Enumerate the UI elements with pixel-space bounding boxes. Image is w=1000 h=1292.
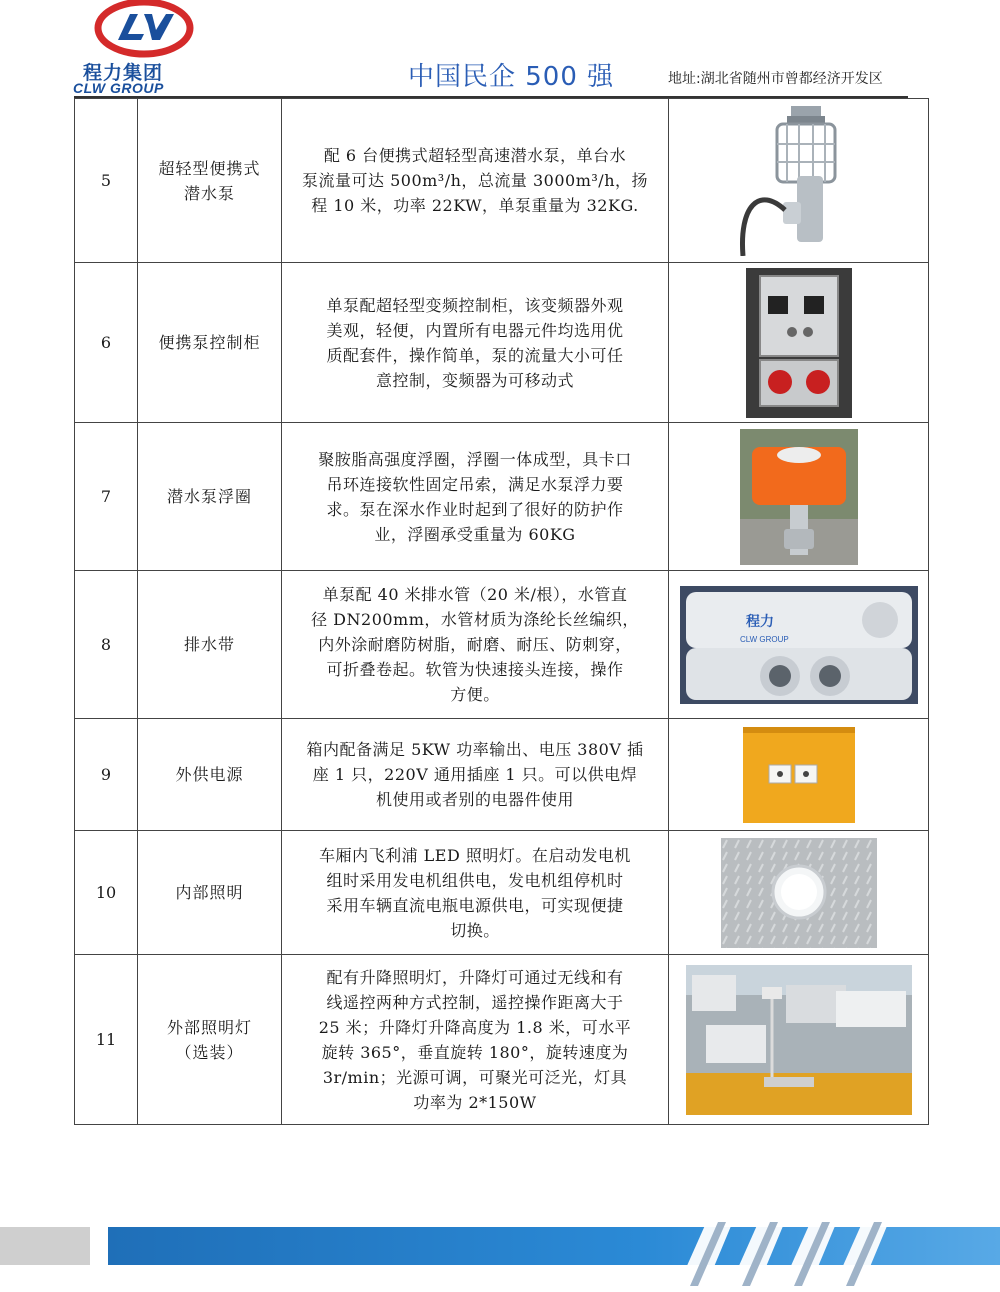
drainage-hose-image (680, 586, 918, 704)
hose-brand-sublabel: CLW GROUP (739, 634, 789, 644)
row-number: 9 (75, 719, 138, 831)
pump-float-image (740, 429, 858, 565)
item-name: 便携泵控制柜 (138, 263, 282, 423)
item-photo (669, 831, 929, 955)
logo-subtext: CLW GROUP (73, 80, 164, 96)
spec-table (74, 98, 929, 1125)
row-number: 10 (75, 831, 138, 955)
footer-gray-block (0, 1227, 90, 1265)
table-row (75, 263, 929, 423)
item-photo (669, 263, 929, 423)
item-description: 配有升降照明灯，升降灯可通过无线和有 线遥控两种方式控制，遥控操作距离大于 25 米；升降灯升降高度为 1.8 米，可水平 旋转 365°，垂直旋转 180°，旋转速度为 3r/min；光源可调，可聚光可泛光，灯具 功率为 2*150W (282, 955, 669, 1125)
page-footer (0, 1200, 1000, 1292)
item-description: 配 6 台便携式超轻型高速潜水泵，单台水 泵流量可达 500m³/h，总流量 3000m³/h，扬 程 10 米，功率 22KW，单泵重量为 32KG. (282, 99, 669, 263)
item-name: 内部照明 (138, 831, 282, 955)
led-light-image (721, 838, 877, 948)
item-description: 车厢内飞利浦 LED 照明灯。在启动发电机 组时采用发电机组供电，发电机组停机时 采用车辆直流电瓶电源供电，可实现便捷 切换。 (282, 831, 669, 955)
item-name: 排水带 (138, 571, 282, 719)
item-name: 外部照明灯 （选装） (138, 955, 282, 1125)
logo-text: 程力集团 (83, 62, 164, 84)
row-number: 11 (75, 955, 138, 1125)
address: 地址:湖北省随州市曾都经济开发区 (668, 71, 883, 87)
table-row (75, 423, 929, 571)
item-description: 单泵配超轻型变频控制柜，该变频器外观 美观，轻便，内置所有电器元件均选用优 质配套件，操作简单，泵的流量大小可任 意控制，变频器为可移动式 (282, 263, 669, 423)
item-photo (669, 99, 929, 263)
item-name: 潜水泵浮圈 (138, 423, 282, 571)
item-photo (669, 719, 929, 831)
item-photo (669, 955, 929, 1125)
row-number: 5 (75, 99, 138, 263)
slogan: 中国民企 500 强 (408, 62, 615, 92)
row-number: 8 (75, 571, 138, 719)
table-row (75, 831, 929, 955)
control-cabinet-image (746, 268, 852, 418)
item-description: 箱内配备满足 5KW 功率输出、电压 380V 插 座 1 只，220V 通用插座 1 只。可以供电焊 机使用或者别的电器件使用 (282, 719, 669, 831)
item-name: 外供电源 (138, 719, 282, 831)
submersible-pump-image (729, 106, 869, 256)
table-row (75, 955, 929, 1125)
footer-chevron-decoration-icon (660, 1200, 1000, 1292)
hose-brand-label: 程力 (745, 613, 774, 630)
item-photo (669, 423, 929, 571)
table-row (75, 719, 929, 831)
row-number: 7 (75, 423, 138, 571)
page-header (0, 0, 1000, 100)
item-description: 聚胺脂高强度浮圈，浮圈一体成型，具卡口 吊环连接软性固定吊索，满足水泵浮力要 求。泵在深水作业时起到了很好的防护作 业，浮圈承受重量为 60KG (282, 423, 669, 571)
item-photo (669, 571, 929, 719)
table-row (75, 99, 929, 263)
item-description: 单泵配 40 米排水管（20 米/根），水管直 径 DN200mm，水管材质为涤纶长丝编织， 内外涂耐磨防树脂，耐磨、耐压、防刺穿， 可折叠卷起。软管为快速接头连接，操作 方便。 (282, 571, 669, 719)
lifting-light-image (686, 965, 912, 1115)
row-number: 6 (75, 263, 138, 423)
table-row (75, 571, 929, 719)
power-outlet-image (743, 727, 855, 823)
item-name: 超轻型便携式 潜水泵 (138, 99, 282, 263)
